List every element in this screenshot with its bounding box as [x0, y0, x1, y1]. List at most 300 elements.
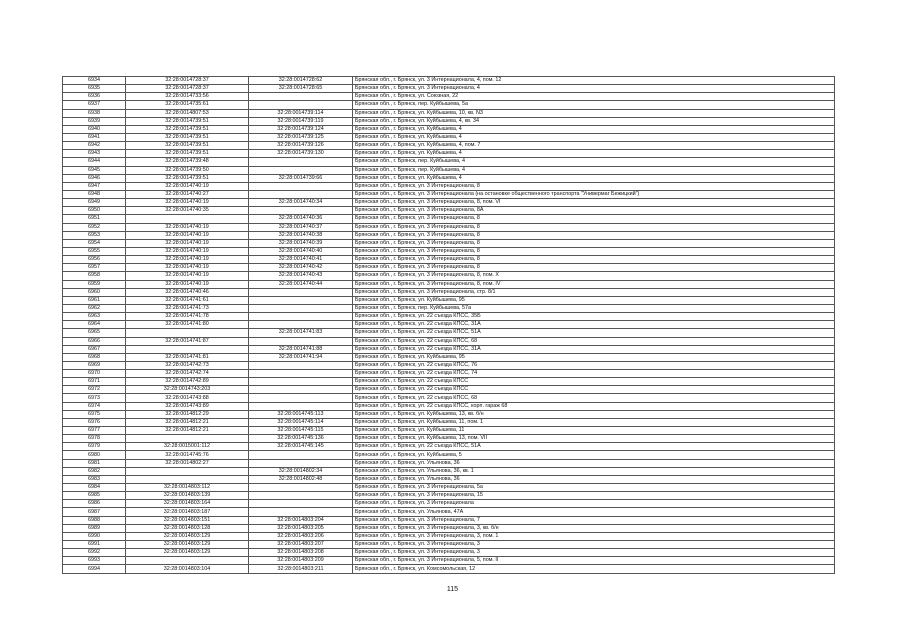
row-number-cell: 6966	[63, 337, 126, 345]
table-row	[63, 117, 835, 125]
row-number-cell: 6987	[63, 508, 126, 516]
object-cadastral-number-cell: 32:28:0014740:41	[249, 256, 353, 264]
parcel-cadastral-number-cell	[126, 557, 249, 565]
object-cadastral-number-cell	[249, 190, 353, 198]
table-row	[63, 443, 835, 451]
parcel-cadastral-number-cell: 32:28:0014742:73	[126, 361, 249, 369]
parcel-cadastral-number-cell: 32:28:0014743:88	[126, 394, 249, 402]
address-cell: Брянская обл., г. Брянск, ул. 22 съезда КПСС	[353, 378, 835, 386]
object-cadastral-number-cell: 32:28:0014741:94	[249, 353, 353, 361]
object-cadastral-number-cell: 32:28:0014740:42	[249, 264, 353, 272]
parcel-cadastral-number-cell: 32:28:0014740:35	[126, 207, 249, 215]
row-number-cell: 6973	[63, 394, 126, 402]
row-number-cell: 6991	[63, 541, 126, 549]
table-row	[63, 565, 835, 573]
table-row	[63, 321, 835, 329]
table-row	[63, 207, 835, 215]
address-cell: Брянская обл., г. Брянск, ул. Куйбышева, 11	[353, 427, 835, 435]
table-row	[63, 410, 835, 418]
address-cell: Брянская обл., г. Брянск, ул. 22 съезда КПСС, 74	[353, 370, 835, 378]
address-cell: Брянская обл., г. Брянск, ул. Ульянова, 36, кв. 1	[353, 467, 835, 475]
address-cell: Брянская обл., г. Брянск, пер. Куйбышева, 57а	[353, 304, 835, 312]
table-row	[63, 516, 835, 524]
parcel-cadastral-number-cell: 32:28:0014740:19	[126, 182, 249, 190]
address-cell: Брянская обл., г. Брянск, ул. 3 Интернационала, 8	[353, 223, 835, 231]
row-number-cell: 6982	[63, 467, 126, 475]
row-number-cell: 6940	[63, 125, 126, 133]
address-cell: Брянская обл., г. Брянск, ул. 3 Интернационала, 8	[353, 215, 835, 223]
address-cell: Брянская обл., г. Брянск, ул. 3 Интернационала, 8	[353, 239, 835, 247]
parcel-cadastral-number-cell: 32:28:0014740:19	[126, 247, 249, 255]
object-cadastral-number-cell: 32:28:0014740:38	[249, 231, 353, 239]
row-number-cell: 6971	[63, 378, 126, 386]
address-cell: Брянская обл., г. Брянск, ул. 3 Интернационала, 5, пом. II	[353, 557, 835, 565]
parcel-cadastral-number-cell: 32:28:0014812:21	[126, 418, 249, 426]
object-cadastral-number-cell: 32:28:0014745:136	[249, 435, 353, 443]
row-number-cell: 6976	[63, 418, 126, 426]
address-cell: Брянская обл., г. Брянск, ул. 22 съезда КПСС, 76	[353, 361, 835, 369]
address-cell: Брянская обл., г. Брянск, ул. 22 съезда КПСС, 68	[353, 394, 835, 402]
address-cell: Брянская обл., г. Брянск, ул. 3 Интернационала, 8	[353, 231, 835, 239]
parcel-cadastral-number-cell: 32:28:0014741:61	[126, 296, 249, 304]
parcel-cadastral-number-cell: 32:28:0014740:19	[126, 256, 249, 264]
row-number-cell: 6983	[63, 475, 126, 483]
row-number-cell: 6956	[63, 256, 126, 264]
row-number-cell: 6954	[63, 239, 126, 247]
parcel-cadastral-number-cell: 32:28:0014803:151	[126, 516, 249, 524]
address-cell: Брянская обл., г. Брянск, ул. 3 Интернационала, 8, пом. VI	[353, 199, 835, 207]
row-number-cell: 6962	[63, 304, 126, 312]
parcel-cadastral-number-cell: 32:28:0014741:73	[126, 304, 249, 312]
row-number-cell: 6953	[63, 231, 126, 239]
address-cell: Брянская обл., г. Брянск, ул. 3 Интернационала, 3, пом. 1	[353, 532, 835, 540]
table-row	[63, 280, 835, 288]
row-number-cell: 6937	[63, 101, 126, 109]
object-cadastral-number-cell	[249, 166, 353, 174]
row-number-cell: 6993	[63, 557, 126, 565]
table-row	[63, 264, 835, 272]
parcel-cadastral-number-cell: 32:28:0014802:27	[126, 459, 249, 467]
address-cell: Брянская обл., г. Брянск, ул. 22 съезда КПСС, 35Б	[353, 313, 835, 321]
object-cadastral-number-cell: 32:28:0014740:40	[249, 247, 353, 255]
row-number-cell: 6977	[63, 427, 126, 435]
address-cell: Брянская обл., г. Брянск, ул. Ульянова, 36	[353, 475, 835, 483]
address-cell: Брянская обл., г. Брянск, ул. 3 Интернационала, 8	[353, 256, 835, 264]
table-row	[63, 77, 835, 85]
object-cadastral-number-cell: 32:28:0014802:34	[249, 467, 353, 475]
object-cadastral-number-cell: 32:28:0014739:125	[249, 133, 353, 141]
address-cell: Брянская обл., г. Брянск, ул. 3 Интернационала, 8, пом. IV	[353, 280, 835, 288]
parcel-cadastral-number-cell: 32:28:0014807:53	[126, 109, 249, 117]
object-cadastral-number-cell	[249, 484, 353, 492]
table-row	[63, 166, 835, 174]
row-number-cell: 6988	[63, 516, 126, 524]
table-body	[63, 77, 835, 574]
address-cell: Брянская обл., г. Брянск, пер. Куйбышева, 5а	[353, 101, 835, 109]
address-cell: Брянская обл., г. Брянск, ул. Куйбышева, 95	[353, 353, 835, 361]
object-cadastral-number-cell	[249, 508, 353, 516]
table-row	[63, 109, 835, 117]
table-row	[63, 288, 835, 296]
parcel-cadastral-number-cell: 32:28:0014740:19	[126, 199, 249, 207]
object-cadastral-number-cell: 32:28:0014739:126	[249, 142, 353, 150]
address-cell: Брянская обл., г. Брянск, ул. 3 Интернационала, 7	[353, 516, 835, 524]
row-number-cell: 6994	[63, 565, 126, 573]
object-cadastral-number-cell: 32:28:0014803:208	[249, 549, 353, 557]
object-cadastral-number-cell	[249, 158, 353, 166]
object-cadastral-number-cell	[249, 500, 353, 508]
object-cadastral-number-cell: 32:28:0014803:206	[249, 532, 353, 540]
table-row	[63, 256, 835, 264]
table-row	[63, 150, 835, 158]
row-number-cell: 6985	[63, 492, 126, 500]
address-cell: Брянская обл., г. Брянск, ул. 3 Интернационала, 3, кв. б/н	[353, 524, 835, 532]
row-number-cell: 6939	[63, 117, 126, 125]
parcel-cadastral-number-cell: 32:28:0014741:81	[126, 353, 249, 361]
parcel-cadastral-number-cell: 32:28:0014803:129	[126, 549, 249, 557]
row-number-cell: 6942	[63, 142, 126, 150]
row-number-cell: 6960	[63, 288, 126, 296]
address-cell: Брянская обл., г. Брянск, пер. Куйбышева, 4	[353, 158, 835, 166]
parcel-cadastral-number-cell: 32:28:0014803:129	[126, 532, 249, 540]
parcel-cadastral-number-cell	[126, 329, 249, 337]
object-cadastral-number-cell: 32:28:0014739:66	[249, 174, 353, 182]
row-number-cell: 6969	[63, 361, 126, 369]
address-cell: Брянская обл., г. Брянск, ул. 22 съезда КПСС, корп. гараж 68	[353, 402, 835, 410]
table-row	[63, 378, 835, 386]
object-cadastral-number-cell: 32:28:0014741:83	[249, 329, 353, 337]
row-number-cell: 6958	[63, 272, 126, 280]
address-cell: Брянская обл., г. Брянск, ул. 22 съезда КПСС, 51А	[353, 443, 835, 451]
object-cadastral-number-cell: 32:28:0014803:209	[249, 557, 353, 565]
parcel-cadastral-number-cell	[126, 215, 249, 223]
object-cadastral-number-cell: 32:28:0014739:114	[249, 109, 353, 117]
row-number-cell: 6955	[63, 247, 126, 255]
table-row	[63, 239, 835, 247]
row-number-cell: 6945	[63, 166, 126, 174]
parcel-cadastral-number-cell: 32:28:0014739:51	[126, 142, 249, 150]
address-cell: Брянская обл., г. Брянск, ул. Куйбышева, 4, кв. 34	[353, 117, 835, 125]
table-row	[63, 133, 835, 141]
address-cell: Брянская обл., г. Брянск, ул. 22 съезда КПСС	[353, 386, 835, 394]
parcel-cadastral-number-cell: 32:28:0014733:56	[126, 93, 249, 101]
table-row	[63, 532, 835, 540]
address-cell: Брянская обл., г. Брянск, ул. 3 Интернационала, 3	[353, 541, 835, 549]
table-row	[63, 223, 835, 231]
table-row	[63, 557, 835, 565]
object-cadastral-number-cell: 32:28:0014739:130	[249, 150, 353, 158]
address-cell: Брянская обл., г. Брянск, ул. 22 съезда КПСС, 68	[353, 337, 835, 345]
object-cadastral-number-cell	[249, 207, 353, 215]
table-row	[63, 158, 835, 166]
object-cadastral-number-cell: 32:28:0014740:34	[249, 199, 353, 207]
object-cadastral-number-cell: 32:28:0014803:204	[249, 516, 353, 524]
object-cadastral-number-cell	[249, 402, 353, 410]
cadastral-registry-table	[62, 76, 835, 574]
row-number-cell: 6968	[63, 353, 126, 361]
object-cadastral-number-cell	[249, 492, 353, 500]
address-cell: Брянская обл., г. Брянск, ул. 3 Интернационала	[353, 500, 835, 508]
table-row	[63, 549, 835, 557]
row-number-cell: 6952	[63, 223, 126, 231]
parcel-cadastral-number-cell: 32:28:0014741:80	[126, 321, 249, 329]
address-cell: Брянская обл., г. Брянск, ул. Ульянова, 36	[353, 459, 835, 467]
parcel-cadastral-number-cell: 32:28:0014740:19	[126, 264, 249, 272]
table-row	[63, 435, 835, 443]
row-number-cell: 6961	[63, 296, 126, 304]
parcel-cadastral-number-cell: 32:28:0014803:129	[126, 541, 249, 549]
table-row	[63, 85, 835, 93]
row-number-cell: 6936	[63, 93, 126, 101]
address-cell: Брянская обл., г. Брянск, ул. 3 Интернационала, 5а	[353, 484, 835, 492]
parcel-cadastral-number-cell: 32:28:0014739:51	[126, 117, 249, 125]
parcel-cadastral-number-cell: 32:28:0014740:19	[126, 272, 249, 280]
row-number-cell: 6986	[63, 500, 126, 508]
table-row	[63, 231, 835, 239]
object-cadastral-number-cell: 32:28:0014745:114	[249, 418, 353, 426]
object-cadastral-number-cell	[249, 93, 353, 101]
row-number-cell: 6951	[63, 215, 126, 223]
object-cadastral-number-cell: 32:28:0014803:207	[249, 541, 353, 549]
table-row	[63, 174, 835, 182]
table-row	[63, 451, 835, 459]
parcel-cadastral-number-cell: 32:28:0014740:27	[126, 190, 249, 198]
row-number-cell: 6938	[63, 109, 126, 117]
object-cadastral-number-cell: 32:28:0014741:88	[249, 345, 353, 353]
table-row	[63, 492, 835, 500]
table-row	[63, 524, 835, 532]
row-number-cell: 6974	[63, 402, 126, 410]
row-number-cell: 6943	[63, 150, 126, 158]
parcel-cadastral-number-cell: 32:28:0014740:19	[126, 280, 249, 288]
parcel-cadastral-number-cell: 32:28:0014742:89	[126, 378, 249, 386]
row-number-cell: 6965	[63, 329, 126, 337]
parcel-cadastral-number-cell: 32:28:0014739:50	[126, 166, 249, 174]
row-number-cell: 6944	[63, 158, 126, 166]
address-cell: Брянская обл., г. Брянск, ул. Куйбышева, 4, пом. 7	[353, 142, 835, 150]
parcel-cadastral-number-cell: 32:28:0014739:51	[126, 150, 249, 158]
parcel-cadastral-number-cell: 32:28:0014739:51	[126, 133, 249, 141]
table-row	[63, 215, 835, 223]
object-cadastral-number-cell	[249, 321, 353, 329]
object-cadastral-number-cell: 32:28:0014745:115	[249, 427, 353, 435]
table-row	[63, 418, 835, 426]
row-number-cell: 6935	[63, 85, 126, 93]
parcel-cadastral-number-cell: 32:28:0015001:112	[126, 443, 249, 451]
object-cadastral-number-cell	[249, 459, 353, 467]
address-cell: Брянская обл., г. Брянск, ул. Союзная, 22	[353, 93, 835, 101]
object-cadastral-number-cell: 32:28:0014740:37	[249, 223, 353, 231]
address-cell: Брянская обл., г. Брянск, ул. 22 съезда КПСС, 31А	[353, 321, 835, 329]
row-number-cell: 6984	[63, 484, 126, 492]
parcel-cadastral-number-cell	[126, 435, 249, 443]
table-row	[63, 329, 835, 337]
table-row	[63, 467, 835, 475]
table-row	[63, 370, 835, 378]
address-cell: Брянская обл., г. Брянск, ул. Куйбышева, 10, кв. N3	[353, 109, 835, 117]
table-row	[63, 337, 835, 345]
row-number-cell: 6980	[63, 451, 126, 459]
parcel-cadastral-number-cell: 32:28:0014728:37	[126, 77, 249, 85]
address-cell: Брянская обл., г. Брянск, ул. 3 Интернационала, 3	[353, 549, 835, 557]
row-number-cell: 6949	[63, 199, 126, 207]
table-row	[63, 272, 835, 280]
object-cadastral-number-cell	[249, 361, 353, 369]
parcel-cadastral-number-cell: 32:28:0014735:61	[126, 101, 249, 109]
address-cell: Брянская обл., г. Брянск, ул. Куйбышева, 5	[353, 451, 835, 459]
address-cell: Брянская обл., г. Брянск, пер. Куйбышева, 4	[353, 166, 835, 174]
table-row	[63, 500, 835, 508]
object-cadastral-number-cell	[249, 394, 353, 402]
row-number-cell: 6975	[63, 410, 126, 418]
parcel-cadastral-number-cell: 32:28:0014740:19	[126, 223, 249, 231]
table-row	[63, 345, 835, 353]
parcel-cadastral-number-cell: 32:28:0014803:128	[126, 524, 249, 532]
parcel-cadastral-number-cell: 32:28:0014740:46	[126, 288, 249, 296]
parcel-cadastral-number-cell: 32:28:0014728:37	[126, 85, 249, 93]
parcel-cadastral-number-cell: 32:28:0014739:51	[126, 174, 249, 182]
object-cadastral-number-cell	[249, 386, 353, 394]
row-number-cell: 6989	[63, 524, 126, 532]
row-number-cell: 6967	[63, 345, 126, 353]
address-cell: Брянская обл., г. Брянск, ул. Куйбышева, 13, кв. б/н	[353, 410, 835, 418]
row-number-cell: 6950	[63, 207, 126, 215]
table-row	[63, 313, 835, 321]
address-cell: Брянская обл., г. Брянск, ул. 3 Интернационала, 8А	[353, 207, 835, 215]
table-row	[63, 304, 835, 312]
address-cell: Брянская обл., г. Брянск, ул. Куйбышева, 4	[353, 125, 835, 133]
parcel-cadastral-number-cell: 32:28:0014740:19	[126, 231, 249, 239]
table-row	[63, 394, 835, 402]
row-number-cell: 6946	[63, 174, 126, 182]
parcel-cadastral-number-cell: 32:28:0014812:21	[126, 427, 249, 435]
address-cell: Брянская обл., г. Брянск, ул. Куйбышева, 95	[353, 296, 835, 304]
object-cadastral-number-cell	[249, 288, 353, 296]
table-row	[63, 353, 835, 361]
table-row	[63, 541, 835, 549]
parcel-cadastral-number-cell: 32:28:0014803:104	[126, 565, 249, 573]
table-row	[63, 361, 835, 369]
parcel-cadastral-number-cell: 32:28:0014739:51	[126, 125, 249, 133]
row-number-cell: 6963	[63, 313, 126, 321]
parcel-cadastral-number-cell: 32:28:0014803:187	[126, 508, 249, 516]
table-row	[63, 182, 835, 190]
table-row	[63, 296, 835, 304]
object-cadastral-number-cell	[249, 451, 353, 459]
parcel-cadastral-number-cell: 32:28:0014741:78	[126, 313, 249, 321]
parcel-cadastral-number-cell: 32:28:0014743:203	[126, 386, 249, 394]
row-number-cell: 6972	[63, 386, 126, 394]
object-cadastral-number-cell	[249, 378, 353, 386]
parcel-cadastral-number-cell: 32:28:0014739:48	[126, 158, 249, 166]
object-cadastral-number-cell: 32:28:0014740:44	[249, 280, 353, 288]
address-cell: Брянская обл., г. Брянск, ул. Куйбышева, 4	[353, 174, 835, 182]
address-cell: Брянская обл., г. Брянск, ул. 22 съезда КПСС, 31А	[353, 345, 835, 353]
row-number-cell: 6981	[63, 459, 126, 467]
address-cell: Брянская обл., г. Брянск, ул. 3 Интернационала, стр. 8/1	[353, 288, 835, 296]
table-row	[63, 190, 835, 198]
row-number-cell: 6957	[63, 264, 126, 272]
object-cadastral-number-cell: 32:28:0014728:65	[249, 85, 353, 93]
address-cell: Брянская обл., г. Брянск, ул. 3 Интернационала, 4	[353, 85, 835, 93]
object-cadastral-number-cell	[249, 101, 353, 109]
row-number-cell: 6978	[63, 435, 126, 443]
address-cell: Брянская обл., г. Брянск, ул. Куйбышева, 13, пом. VII	[353, 435, 835, 443]
object-cadastral-number-cell	[249, 313, 353, 321]
object-cadastral-number-cell	[249, 304, 353, 312]
object-cadastral-number-cell: 32:28:0014803:205	[249, 524, 353, 532]
address-cell: Брянская обл., г. Брянск, ул. Куйбышева, 11, пом. 1	[353, 418, 835, 426]
parcel-cadastral-number-cell: 32:28:0014803:164	[126, 500, 249, 508]
object-cadastral-number-cell	[249, 296, 353, 304]
object-cadastral-number-cell: 32:28:0014802:48	[249, 475, 353, 483]
parcel-cadastral-number-cell: 32:28:0014742:74	[126, 370, 249, 378]
parcel-cadastral-number-cell: 32:28:0014803:139	[126, 492, 249, 500]
address-cell: Брянская обл., г. Брянск, ул. 3 Интернационала (на остановке общественного транспорта "Универмаг Бежицкий")	[353, 190, 835, 198]
table-row	[63, 125, 835, 133]
table-row	[63, 386, 835, 394]
address-cell: Брянская обл., г. Брянск, ул. 3 Интернационала, 8	[353, 182, 835, 190]
object-cadastral-number-cell: 32:28:0014740:43	[249, 272, 353, 280]
address-cell: Брянская обл., г. Брянск, ул. 3 Интернационала, 4, пом. 12	[353, 77, 835, 85]
table-row	[63, 93, 835, 101]
address-cell: Брянская обл., г. Брянск, ул. 3 Интернационала, 8, пом. X	[353, 272, 835, 280]
address-cell: Брянская обл., г. Брянск, ул. 3 Интернационала, 8	[353, 247, 835, 255]
table-row	[63, 484, 835, 492]
address-cell: Брянская обл., г. Брянск, ул. Куйбышева, 4	[353, 150, 835, 158]
table-row	[63, 508, 835, 516]
parcel-cadastral-number-cell	[126, 475, 249, 483]
address-cell: Брянская обл., г. Брянск, ул. 3 Интернационала, 15	[353, 492, 835, 500]
address-cell: Брянская обл., г. Брянск, ул. 3 Интернационала, 8	[353, 264, 835, 272]
table-row	[63, 475, 835, 483]
row-number-cell: 6990	[63, 532, 126, 540]
object-cadastral-number-cell	[249, 182, 353, 190]
row-number-cell: 6947	[63, 182, 126, 190]
object-cadastral-number-cell: 32:28:0014728:62	[249, 77, 353, 85]
object-cadastral-number-cell	[249, 337, 353, 345]
address-cell: Брянская обл., г. Брянск, ул. Комсомольская, 12	[353, 565, 835, 573]
object-cadastral-number-cell: 32:28:0014745:113	[249, 410, 353, 418]
object-cadastral-number-cell: 32:28:0014745:145	[249, 443, 353, 451]
parcel-cadastral-number-cell: 32:28:0014803:112	[126, 484, 249, 492]
row-number-cell: 6941	[63, 133, 126, 141]
object-cadastral-number-cell: 32:28:0014803:211	[249, 565, 353, 573]
object-cadastral-number-cell: 32:28:0014739:119	[249, 117, 353, 125]
parcel-cadastral-number-cell: 32:28:0014740:19	[126, 239, 249, 247]
row-number-cell: 6934	[63, 77, 126, 85]
table-row	[63, 247, 835, 255]
table-row	[63, 101, 835, 109]
parcel-cadastral-number-cell	[126, 345, 249, 353]
object-cadastral-number-cell: 32:28:0014740:39	[249, 239, 353, 247]
object-cadastral-number-cell	[249, 370, 353, 378]
address-cell: Брянская обл., г. Брянск, ул. 22 съезда КПСС, 51А	[353, 329, 835, 337]
object-cadastral-number-cell: 32:28:0014739:124	[249, 125, 353, 133]
parcel-cadastral-number-cell: 32:28:0014743:89	[126, 402, 249, 410]
table-row	[63, 199, 835, 207]
table-row	[63, 142, 835, 150]
table-row	[63, 459, 835, 467]
page-number: 115	[446, 586, 459, 593]
row-number-cell: 6964	[63, 321, 126, 329]
row-number-cell: 6959	[63, 280, 126, 288]
parcel-cadastral-number-cell: 32:28:0014741:87	[126, 337, 249, 345]
parcel-cadastral-number-cell	[126, 467, 249, 475]
table-row	[63, 402, 835, 410]
row-number-cell: 6979	[63, 443, 126, 451]
row-number-cell: 6948	[63, 190, 126, 198]
